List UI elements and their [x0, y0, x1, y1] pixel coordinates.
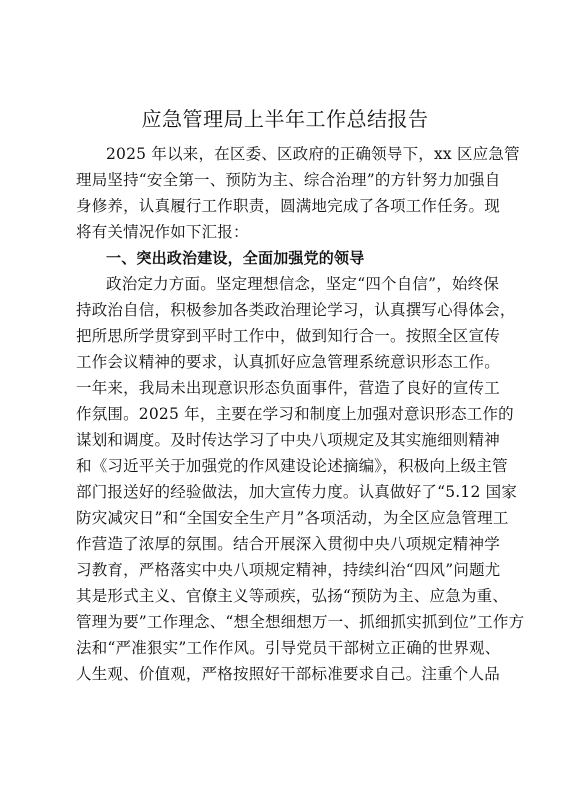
paragraph-line: 作营造了浓厚的氛围。结合开展深入贯彻中央八项规定精神学 [76, 535, 500, 553]
document-title: 应急管理局上半年工作总结报告 [141, 107, 429, 131]
paragraph-line: 习教育，严格落实中央八项规定精神，持续纠治“四风”问题尤 [76, 561, 501, 579]
paragraph-line: 理局坚持“安全第一、预防为主、综合治理”的方针努力加强自 [76, 171, 501, 189]
paragraph-line: 和《习近平关于加强党的作风建设论述摘编》，积极向上级主管 [76, 457, 508, 475]
paragraph-line: 持政治自信，积极参加各类政治理论学习，认真撰写心得体会， [76, 301, 516, 319]
paragraph-line: 把所思所学贯穿到平时工作中，做到知行合一。按照全区宣传 [76, 327, 500, 345]
paragraph-line: 管理为要”工作理念、“想全想细想万一、抓细抓实抓到位”工作方 [76, 613, 525, 631]
paragraph-line: 一年来，我局未出现意识形态负面事件，营造了良好的宣传工 [76, 379, 500, 397]
paragraph-line: 法和“严准狠实”工作作风。引导党员干部树立正确的世界观、 [76, 639, 501, 657]
paragraph-line: 防灾减灾日”和“全国安全生产月”各项活动，为全区应急管理工 [76, 509, 509, 527]
paragraph-line: 人生观、价值观，严格按照好干部标准要求自己。注重个人品 [76, 665, 500, 683]
paragraph-line: 工作会议精神的要求，认真抓好应急管理系统意识形态工作。 [76, 353, 500, 371]
paragraph-line: 政治定力方面。坚定理想信念，坚定“四个自信”，始终保 [106, 275, 500, 293]
paragraph-line: 部门报送好的经验做法，加大宣传力度。认真做好了“5.12 国家 [76, 483, 518, 501]
section-heading: 一、突出政治建设，全面加强党的领导 [106, 249, 365, 267]
paragraph-line: 作氛围。2025 年，主要在学习和制度上加强对意识形态工作的 [76, 405, 514, 423]
paragraph-line: 其是形式主义、官僚主义等顽疾，弘扬“预防为主、应急为重、 [76, 587, 509, 605]
paragraph-line: 2025 年以来，在区委、区政府的正确领导下，xx 区应急管 [106, 145, 520, 163]
paragraph-line: 谋划和调度。及时传达学习了中央八项规定及其实施细则精神 [76, 431, 500, 449]
paragraph-line: 身修养，认真履行工作职责，圆满地完成了各项工作任务。现 [76, 197, 500, 215]
paragraph-line: 将有关情况作如下汇报： [76, 223, 249, 241]
